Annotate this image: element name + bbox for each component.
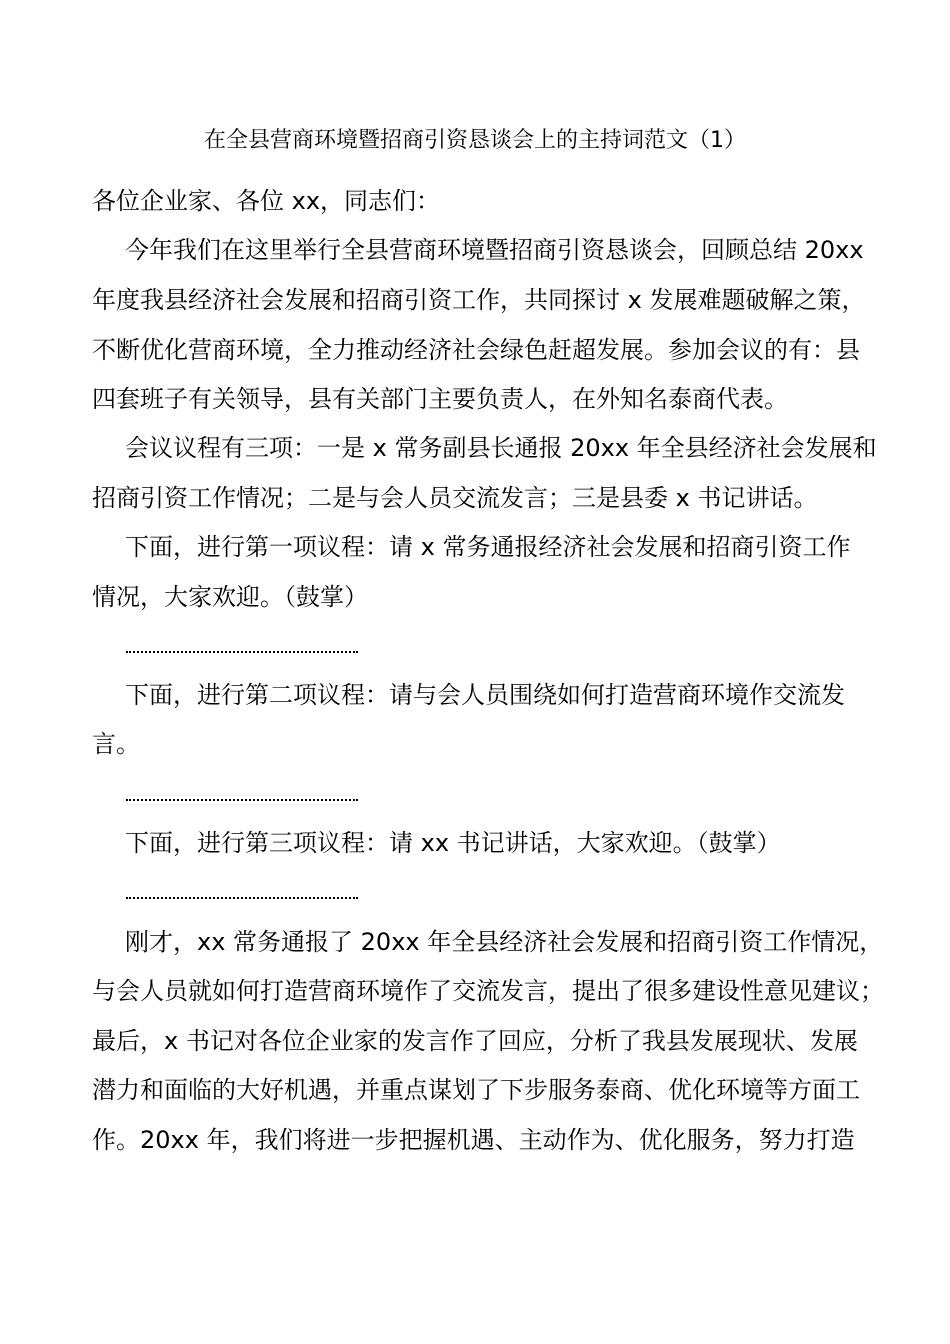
paragraph-6-line-2: 与会人员就如何打造营商环境作了交流发言，提出了很多建设性意见建议； bbox=[92, 977, 884, 1005]
salutation: 各位企业家、各位 xx，同志们： bbox=[92, 187, 441, 215]
paragraph-4-line-1: 下面，进行第二项议程：请与会人员围绕如何打造营商环境作交流发 bbox=[125, 681, 845, 709]
paragraph-2-line-2: 招商引资工作情况；二是与会人员交流发言；三是县委 x 书记讲话。 bbox=[92, 484, 818, 512]
paragraph-1-line-4: 四套班子有关领导，县有关部门主要负责人，在外知名泰商代表。 bbox=[92, 385, 788, 413]
dotted-separator bbox=[126, 651, 358, 657]
paragraph-1-line-1: 今年我们在这里举行全县营商环境暨招商引资恳谈会，回顾总结 20xx bbox=[125, 236, 864, 264]
paragraph-1-line-3: 不断优化营商环境，全力推动经济社会绿色赶超发展。参加会议的有：县 bbox=[92, 336, 860, 364]
dotted-separator bbox=[126, 799, 358, 805]
dotted-separator bbox=[126, 897, 358, 903]
paragraph-3-line-2: 情况，大家欢迎。（鼓掌） bbox=[92, 583, 368, 611]
paragraph-3-line-1: 下面，进行第一项议程：请 x 常务通报经济社会发展和招商引资工作 bbox=[125, 533, 851, 561]
paragraph-2-line-1: 会议议程有三项：一是 x 常务副县长通报 20xx 年全县经济社会发展和 bbox=[125, 434, 877, 462]
paragraph-6-line-3: 最后，x 书记对各位企业家的发言作了回应，分析了我县发展现状、发展 bbox=[92, 1027, 858, 1055]
paragraph-6-line-4: 潜力和面临的大好机遇，并重点谋划了下步服务泰商、优化环境等方面工 bbox=[92, 1076, 860, 1104]
paragraph-4-line-2: 言。 bbox=[92, 730, 140, 758]
paragraph-6-line-1: 刚才，xx 常务通报了 20xx 年全县经济社会发展和招商引资工作情况， bbox=[125, 928, 884, 956]
document-title: 在全县营商环境暨招商引资恳谈会上的主持词范文（1） bbox=[204, 128, 746, 153]
paragraph-1-line-2: 年度我县经济社会发展和招商引资工作，共同探讨 x 发展难题破解之策， bbox=[92, 286, 866, 314]
paragraph-6-line-5: 作。20xx 年，我们将进一步把握机遇、主动作为、优化服务，努力打造 bbox=[92, 1126, 855, 1154]
paragraph-5-line-1: 下面，进行第三项议程：请 xx 书记讲话，大家欢迎。（鼓掌） bbox=[125, 829, 781, 857]
